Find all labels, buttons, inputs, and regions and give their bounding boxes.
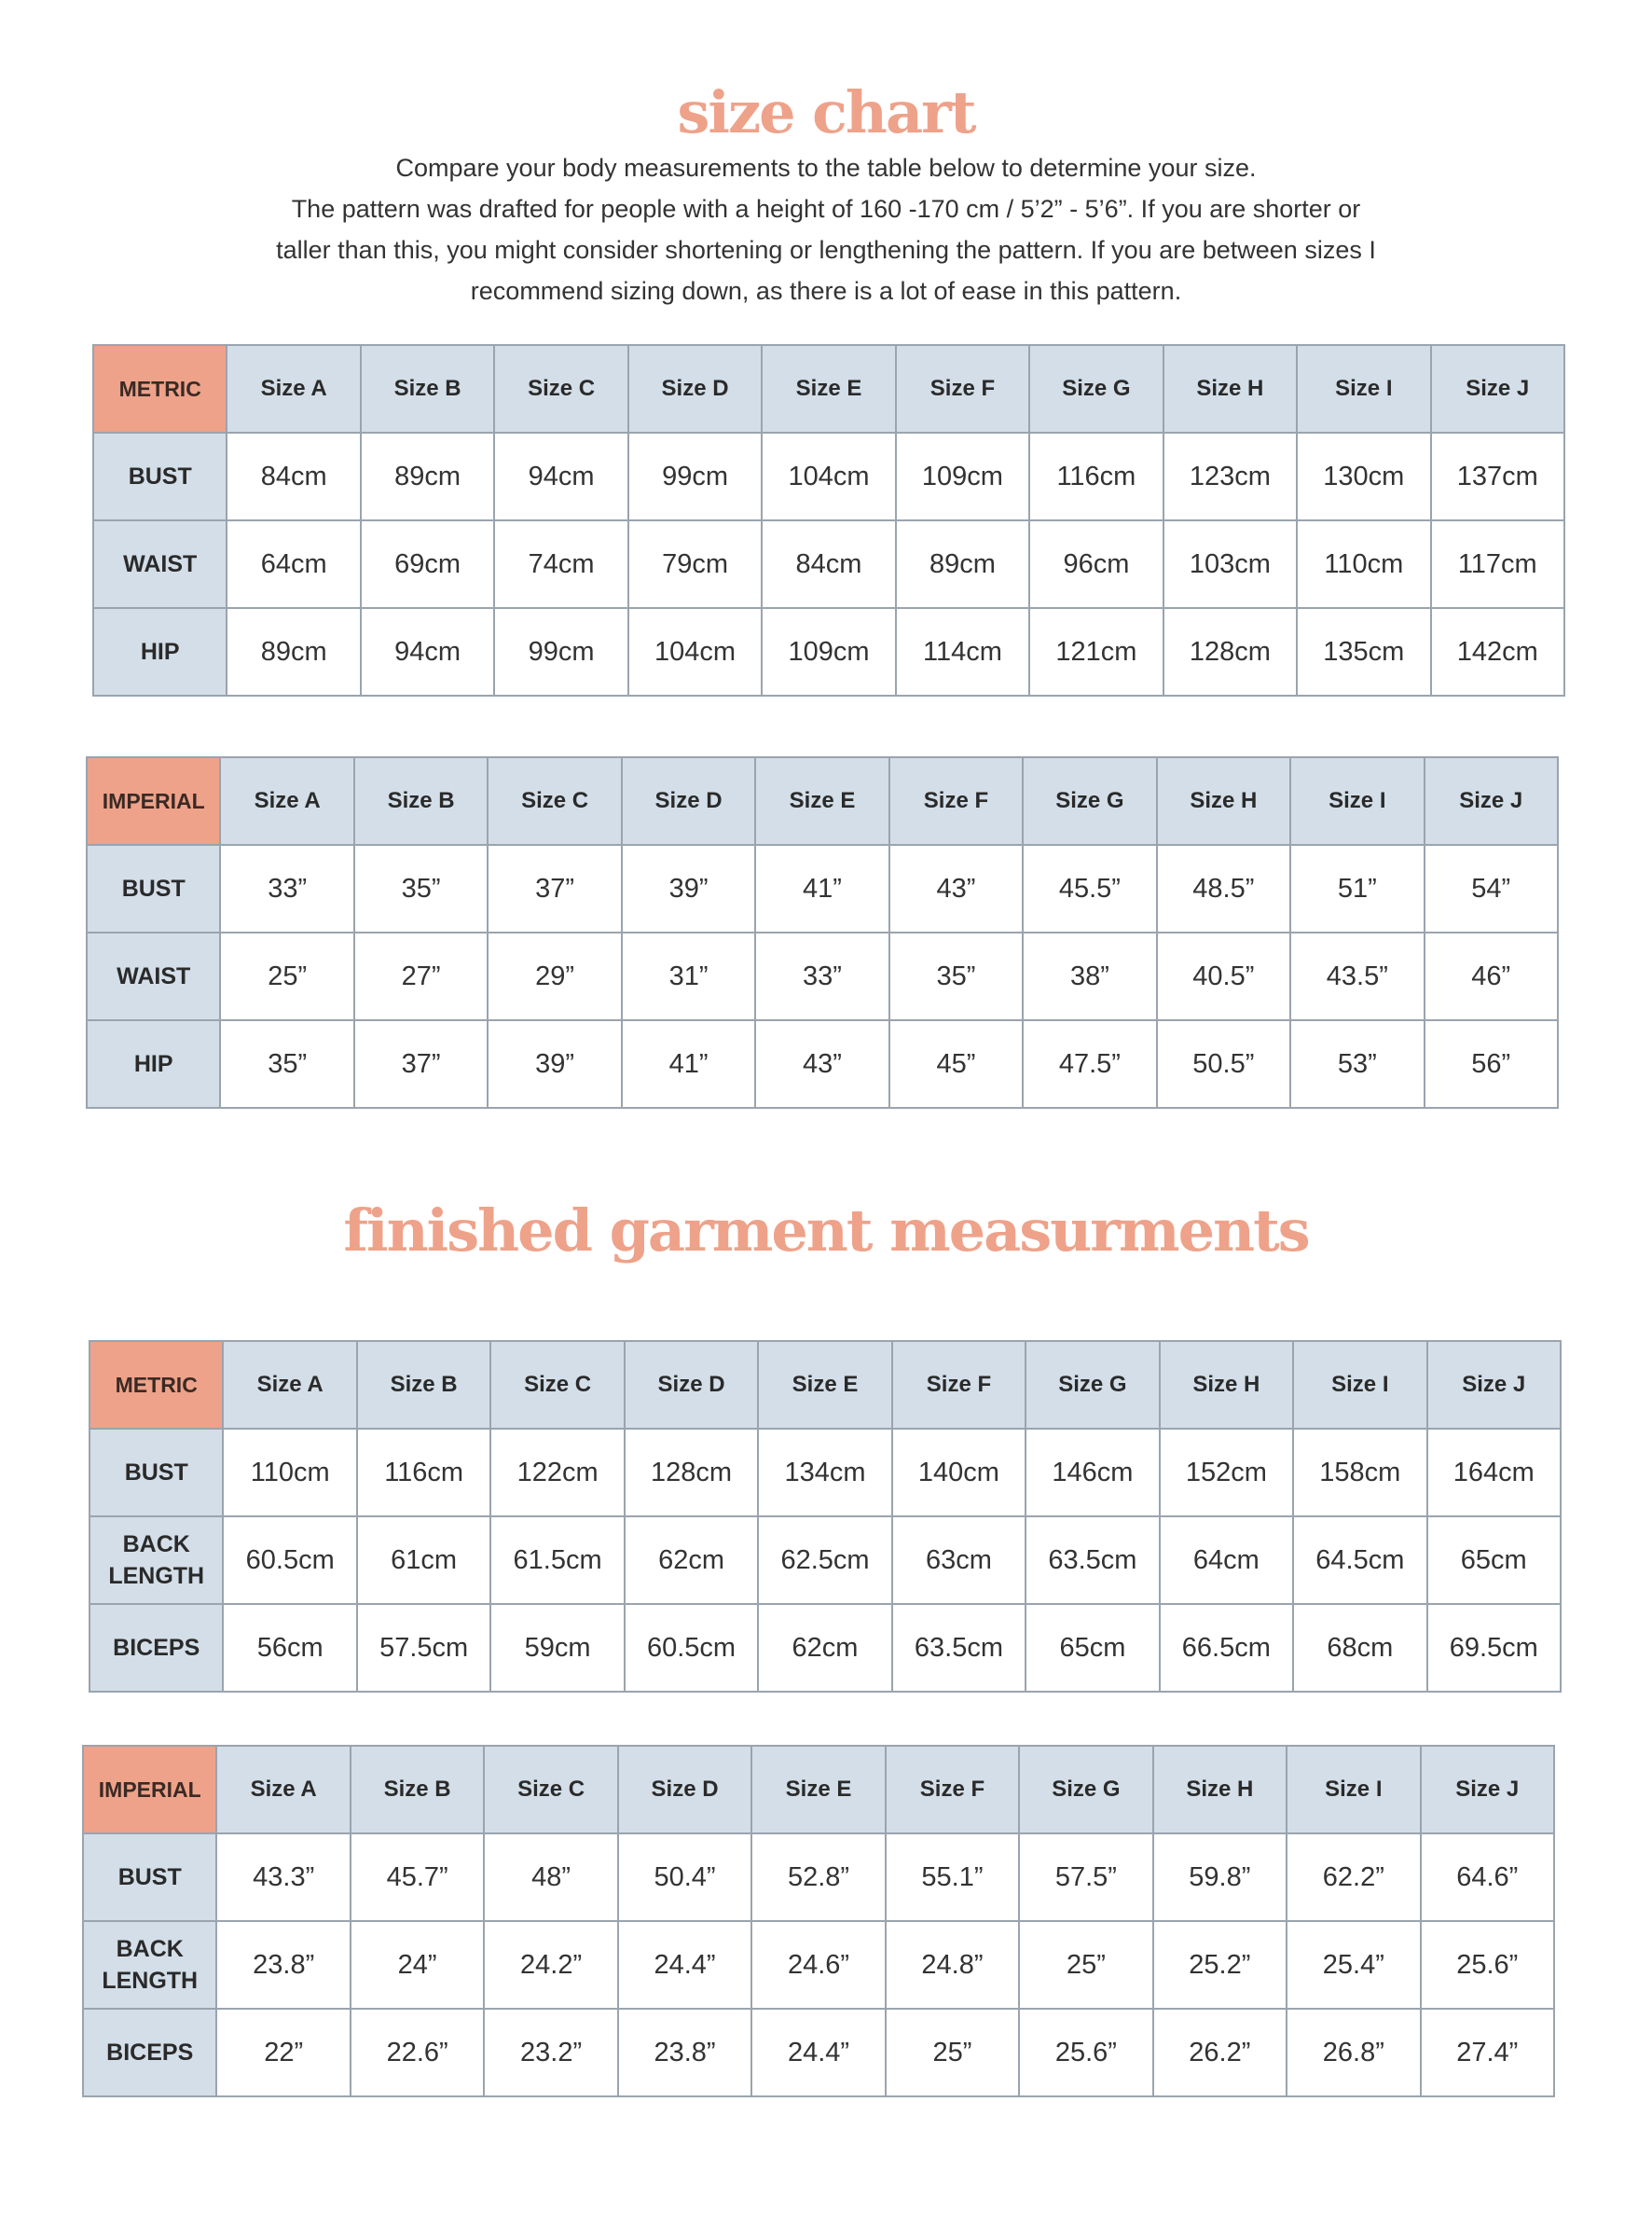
measurement-label: HIP [93,608,227,696]
body-imperial-table [86,756,1559,1109]
size-header: Size J [1425,757,1558,845]
measurement-value: 135cm [1297,608,1430,696]
size-header: Size I [1287,1746,1420,1833]
measurement-value: 64cm [227,520,360,608]
measurement-label: BUST [87,845,220,933]
finished-imperial-table [82,1745,1555,2097]
measurement-value: 25.4” [1287,1921,1420,2009]
size-header: Size B [357,1341,490,1429]
measurement-label: BUST [89,1429,223,1516]
size-header: Size H [1157,757,1290,845]
header-row [89,1341,1561,1429]
size-header: Size E [758,1341,891,1429]
measurement-value: 26.2” [1153,2009,1287,2096]
size-header: Size I [1293,1341,1426,1429]
measurement-value: 41” [755,845,888,933]
header-row [93,345,1564,433]
measurement-value: 110cm [1297,520,1430,608]
header-row [83,1746,1554,1833]
measurement-value: 109cm [762,608,895,696]
measurement-value: 25.2” [1153,1921,1287,2009]
measurement-value: 62cm [625,1516,758,1604]
measurement-value: 45.7” [351,1833,484,1921]
measurement-value: 128cm [1163,608,1297,696]
measurement-value: 122cm [490,1429,624,1516]
measurement-value: 43” [889,845,1023,933]
size-header: Size H [1160,1341,1293,1429]
measurement-value: 65cm [1427,1516,1561,1604]
measurement-value: 99cm [628,433,762,520]
measurement-value: 64cm [1160,1516,1293,1604]
intro-text [267,147,1385,311]
measurement-value: 63.5cm [1026,1516,1159,1604]
size-header: Size I [1290,757,1424,845]
measurement-value: 109cm [896,433,1029,520]
size-header: Size J [1421,1746,1554,1833]
measurement-value: 54” [1425,845,1558,933]
measurement-value: 60.5cm [223,1516,356,1604]
finished-metric-table [89,1340,1562,1693]
size-header: Size C [484,1746,617,1833]
intro-line: The pattern was drafted for people with a height of 160 -170 cm / 5’2” - 5’6”. If you are shorter or [291,195,1361,223]
measurement-value: 63cm [892,1516,1026,1604]
measurement-label: BUST [93,433,227,520]
table-row [93,608,1564,696]
table-row [87,933,1558,1020]
size-header: Size C [488,757,621,845]
measurement-value: 96cm [1029,520,1163,608]
measurement-value: 25” [220,933,353,1020]
size-header: Size D [618,1746,751,1833]
measurement-value: 24.4” [751,2009,885,2096]
measurement-value: 39” [622,845,755,933]
measurement-value: 39” [488,1020,621,1108]
measurement-value: 56cm [223,1604,356,1692]
measurement-value: 35” [889,933,1023,1020]
measurement-value: 79cm [628,520,762,608]
measurement-value: 103cm [1163,520,1297,608]
measurement-value: 61cm [357,1516,490,1604]
size-header: Size G [1026,1341,1159,1429]
measurement-value: 140cm [892,1429,1026,1516]
measurement-value: 25” [1019,1921,1152,2009]
measurement-value: 117cm [1431,520,1564,608]
measurement-value: 158cm [1293,1429,1426,1516]
table-row [89,1604,1561,1692]
measurement-value: 29” [488,933,621,1020]
measurement-value: 64.5cm [1293,1516,1426,1604]
measurement-value: 65cm [1026,1604,1159,1692]
measurement-value: 25.6” [1019,2009,1152,2096]
measurement-value: 164cm [1427,1429,1561,1516]
size-header: Size E [762,345,895,433]
unit-label: IMPERIAL [87,757,220,845]
table-row [89,1516,1561,1604]
size-header: Size F [886,1746,1019,1833]
measurement-value: 142cm [1431,608,1564,696]
measurement-value: 94cm [361,608,494,696]
measurement-label: BICEPS [83,2009,216,2096]
measurement-value: 130cm [1297,433,1430,520]
unit-label: IMPERIAL [83,1746,216,1833]
measurement-value: 22” [216,2009,350,2096]
measurement-value: 62.2” [1287,1833,1420,1921]
measurement-label: BACK LENGTH [89,1516,223,1604]
measurement-value: 57.5” [1019,1833,1152,1921]
measurement-value: 137cm [1431,433,1564,520]
measurement-value: 104cm [628,608,762,696]
measurement-value: 33” [755,933,888,1020]
size-header: Size A [223,1341,356,1429]
intro-line: Compare your body measurements to the table below to determine your size. [395,154,1257,182]
measurement-value: 22.6” [351,2009,484,2096]
measurement-label: BICEPS [89,1604,223,1692]
measurement-value: 74cm [494,520,627,608]
measurement-value: 62.5cm [758,1516,891,1604]
measurement-value: 24.2” [484,1921,617,2009]
measurement-value: 89cm [361,433,494,520]
measurement-value: 110cm [223,1429,356,1516]
size-header: Size E [755,757,888,845]
size-header: Size H [1163,345,1297,433]
measurement-label: WAIST [93,520,227,608]
measurement-value: 24.4” [618,1921,751,2009]
measurement-value: 69.5cm [1427,1604,1561,1692]
measurement-value: 24.8” [886,1921,1019,2009]
measurement-value: 84cm [762,520,895,608]
table-row [83,2009,1554,2096]
measurement-value: 43” [755,1020,888,1108]
measurement-value: 23.8” [216,1921,350,2009]
measurement-value: 89cm [896,520,1029,608]
unit-label: METRIC [93,345,227,433]
measurement-value: 43.3” [216,1833,350,1921]
size-header: Size G [1029,345,1163,433]
size-header: Size B [351,1746,484,1833]
measurement-label: HIP [87,1020,220,1108]
measurement-value: 59cm [490,1604,624,1692]
measurement-value: 35” [220,1020,353,1108]
size-header: Size F [896,345,1029,433]
size-header: Size E [751,1746,885,1833]
measurement-value: 35” [354,845,488,933]
measurement-value: 116cm [357,1429,490,1516]
table-row [83,1833,1554,1921]
size-header: Size F [889,757,1023,845]
measurement-value: 146cm [1026,1429,1159,1516]
measurement-value: 25” [886,2009,1019,2096]
measurement-value: 23.2” [484,2009,617,2096]
measurement-value: 50.4” [618,1833,751,1921]
measurement-value: 26.8” [1287,2009,1420,2096]
measurement-value: 37” [488,845,621,933]
finished-garment-title: finished garment measurments [343,1196,1309,1265]
measurement-value: 152cm [1160,1429,1293,1516]
measurement-value: 37” [354,1020,488,1108]
measurement-value: 52.8” [751,1833,885,1921]
intro-line: recommend sizing down, as there is a lot of ease in this pattern. [470,277,1182,305]
measurement-value: 40.5” [1157,933,1290,1020]
measurement-value: 60.5cm [625,1604,758,1692]
measurement-value: 46” [1425,933,1558,1020]
measurement-value: 89cm [227,608,360,696]
measurement-value: 123cm [1163,433,1297,520]
table-row [83,1921,1554,2009]
measurement-value: 56” [1425,1020,1558,1108]
intro-line: taller than this, you might consider shortening or lengthening the pattern. If you are between sizes I [276,236,1376,264]
measurement-value: 53” [1290,1020,1424,1108]
measurement-value: 66.5cm [1160,1604,1293,1692]
measurement-value: 38” [1023,933,1156,1020]
measurement-value: 84cm [227,433,360,520]
size-header: Size G [1019,1746,1152,1833]
measurement-value: 104cm [762,433,895,520]
measurement-value: 41” [622,1020,755,1108]
measurement-value: 62cm [758,1604,891,1692]
size-header: Size C [490,1341,624,1429]
measurement-value: 23.8” [618,2009,751,2096]
size-header: Size A [220,757,353,845]
measurement-value: 25.6” [1421,1921,1554,2009]
measurement-value: 45.5” [1023,845,1156,933]
measurement-value: 61.5cm [490,1516,624,1604]
measurement-value: 31” [622,933,755,1020]
size-header: Size D [622,757,755,845]
measurement-value: 48” [484,1833,617,1921]
size-header: Size D [628,345,762,433]
table-row [89,1429,1561,1516]
size-header: Size B [361,345,494,433]
measurement-value: 45” [889,1020,1023,1108]
measurement-value: 68cm [1293,1604,1426,1692]
measurement-label: WAIST [87,933,220,1020]
size-header: Size C [494,345,627,433]
measurement-value: 69cm [361,520,494,608]
measurement-value: 134cm [758,1429,891,1516]
size-header: Size D [625,1341,758,1429]
size-header: Size A [216,1746,350,1833]
size-header: Size J [1427,1341,1561,1429]
measurement-value: 99cm [494,608,627,696]
measurement-value: 59.8” [1153,1833,1287,1921]
measurement-value: 64.6” [1421,1833,1554,1921]
measurement-value: 121cm [1029,608,1163,696]
measurement-value: 24.6” [751,1921,885,2009]
size-chart-title: size chart [677,78,975,146]
size-header: Size J [1431,345,1564,433]
measurement-value: 116cm [1029,433,1163,520]
header-row [87,757,1558,845]
table-row [87,845,1558,933]
table-row [93,520,1564,608]
measurement-label: BACK LENGTH [83,1921,216,2009]
measurement-value: 43.5” [1290,933,1424,1020]
measurement-value: 55.1” [886,1833,1019,1921]
measurement-value: 27” [354,933,488,1020]
measurement-value: 47.5” [1023,1020,1156,1108]
size-header: Size G [1023,757,1156,845]
measurement-value: 63.5cm [892,1604,1026,1692]
measurement-value: 48.5” [1157,845,1290,933]
size-header: Size H [1153,1746,1287,1833]
table-row [93,433,1564,520]
measurement-value: 24” [351,1921,484,2009]
measurement-label: BUST [83,1833,216,1921]
measurement-value: 57.5cm [357,1604,490,1692]
measurement-value: 50.5” [1157,1020,1290,1108]
size-header: Size B [354,757,488,845]
body-metric-table [92,344,1565,697]
measurement-value: 94cm [494,433,627,520]
size-header: Size A [227,345,360,433]
measurement-value: 27.4” [1421,2009,1554,2096]
measurement-value: 128cm [625,1429,758,1516]
measurement-value: 33” [220,845,353,933]
size-header: Size I [1297,345,1430,433]
unit-label: METRIC [89,1341,223,1429]
size-header: Size F [892,1341,1026,1429]
measurement-value: 51” [1290,845,1424,933]
table-row [87,1020,1558,1108]
measurement-value: 114cm [896,608,1029,696]
